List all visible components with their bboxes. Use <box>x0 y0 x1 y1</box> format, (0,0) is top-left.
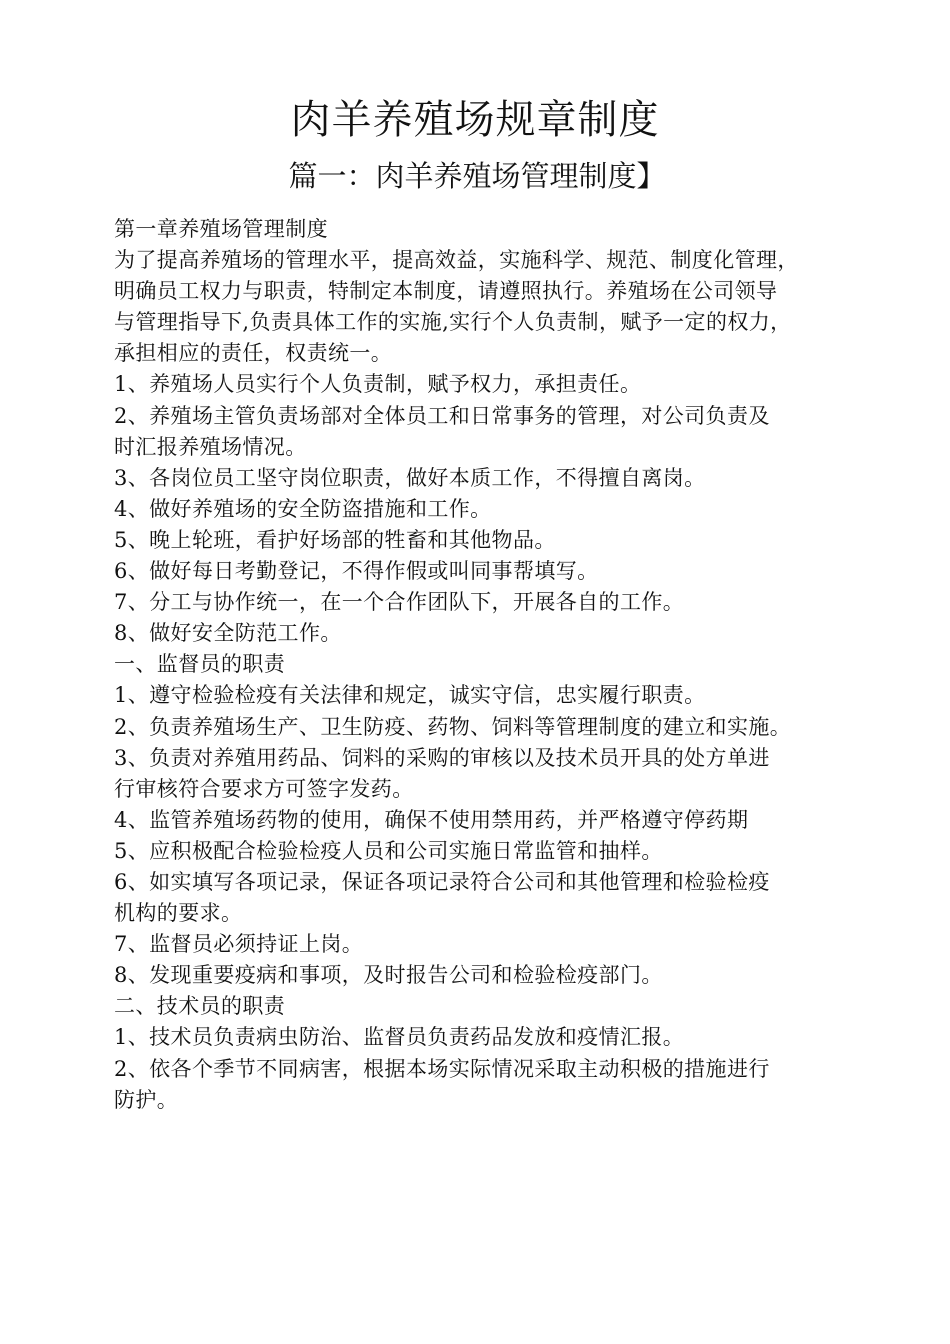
body-line: 8、做好安全防范工作。 <box>114 621 342 646</box>
body-line: 承担相应的责任，权责统一。 <box>114 341 393 366</box>
body-line: 二、技术员的职责 <box>114 994 286 1019</box>
body-line: 1、遵守检验检疫有关法律和规定，诚实守信，忠实履行职责。 <box>114 683 706 708</box>
body-line: 2、养殖场主管负责场部对全体员工和日常事务的管理，对公司负责及 <box>114 403 770 428</box>
body-line: 6、如实填写各项记录，保证各项记录符合公司和其他管理和检验检疫 <box>114 869 770 894</box>
body-line: 7、分工与协作统一，在一个合作团队下，开展各自的工作。 <box>114 590 685 615</box>
body-line: 与管理指导下,负责具体工作的实施,实行个人负责制，赋予一定的权力， <box>114 310 792 335</box>
document-body <box>114 214 874 1116</box>
body-line: 2、负责养殖场生产、卫生防疫、药物、饲料等管理制度的建立和实施。 <box>114 714 792 739</box>
body-line: 1、养殖场人员实行个人负责制，赋予权力，承担责任。 <box>114 372 642 397</box>
body-line: 1、技术员负责病虫防治、监督员负责药品发放和疫情汇报。 <box>114 1025 685 1050</box>
body-line: 5、晚上轮班，看护好场部的牲畜和其他物品。 <box>114 527 556 552</box>
body-line: 6、做好每日考勤登记，不得作假或叫同事帮填写。 <box>114 559 599 584</box>
body-line: 第一章养殖场管理制度 <box>114 217 328 241</box>
document-subtitle: 篇一：肉羊养殖场管理制度】 <box>288 159 666 193</box>
body-line: 明确员工权力与职责，特制定本制度，请遵照执行。养殖场在公司领导 <box>114 279 778 304</box>
body-line: 4、监管养殖场药物的使用，确保不使用禁用药，并严格遵守停药期 <box>114 807 749 832</box>
body-line: 时汇报养殖场情况。 <box>114 434 307 459</box>
body-line: 为了提高养殖场的管理水平，提高效益，实施科学、规范、制度化管理， <box>114 248 799 273</box>
document-title: 肉羊养殖场规章制度 <box>290 97 660 143</box>
body-line: 机构的要求。 <box>114 901 243 926</box>
body-line: 3、各岗位员工坚守岗位职责，做好本质工作，不得擅自离岗。 <box>114 465 706 490</box>
body-line: 7、监督员必须持证上岗。 <box>114 932 364 957</box>
body-line: 防护。 <box>114 1087 179 1112</box>
body-line: 8、发现重要疫病和事项，及时报告公司和检验检疫部门。 <box>114 963 663 988</box>
body-line: 3、负责对养殖用药品、饲料的采购的审核以及技术员开具的处方单进 <box>114 745 770 770</box>
body-line: 2、依各个季节不同病害，根据本场实际情况采取主动积极的措施进行 <box>114 1056 770 1081</box>
body-line: 行审核符合要求方可签字发药。 <box>114 776 414 801</box>
body-line: 一、监督员的职责 <box>114 652 286 677</box>
body-line: 4、做好养殖场的安全防盗措施和工作。 <box>114 496 492 521</box>
body-line: 5、应积极配合检验检疫人员和公司实施日常监管和抽样。 <box>114 838 663 863</box>
